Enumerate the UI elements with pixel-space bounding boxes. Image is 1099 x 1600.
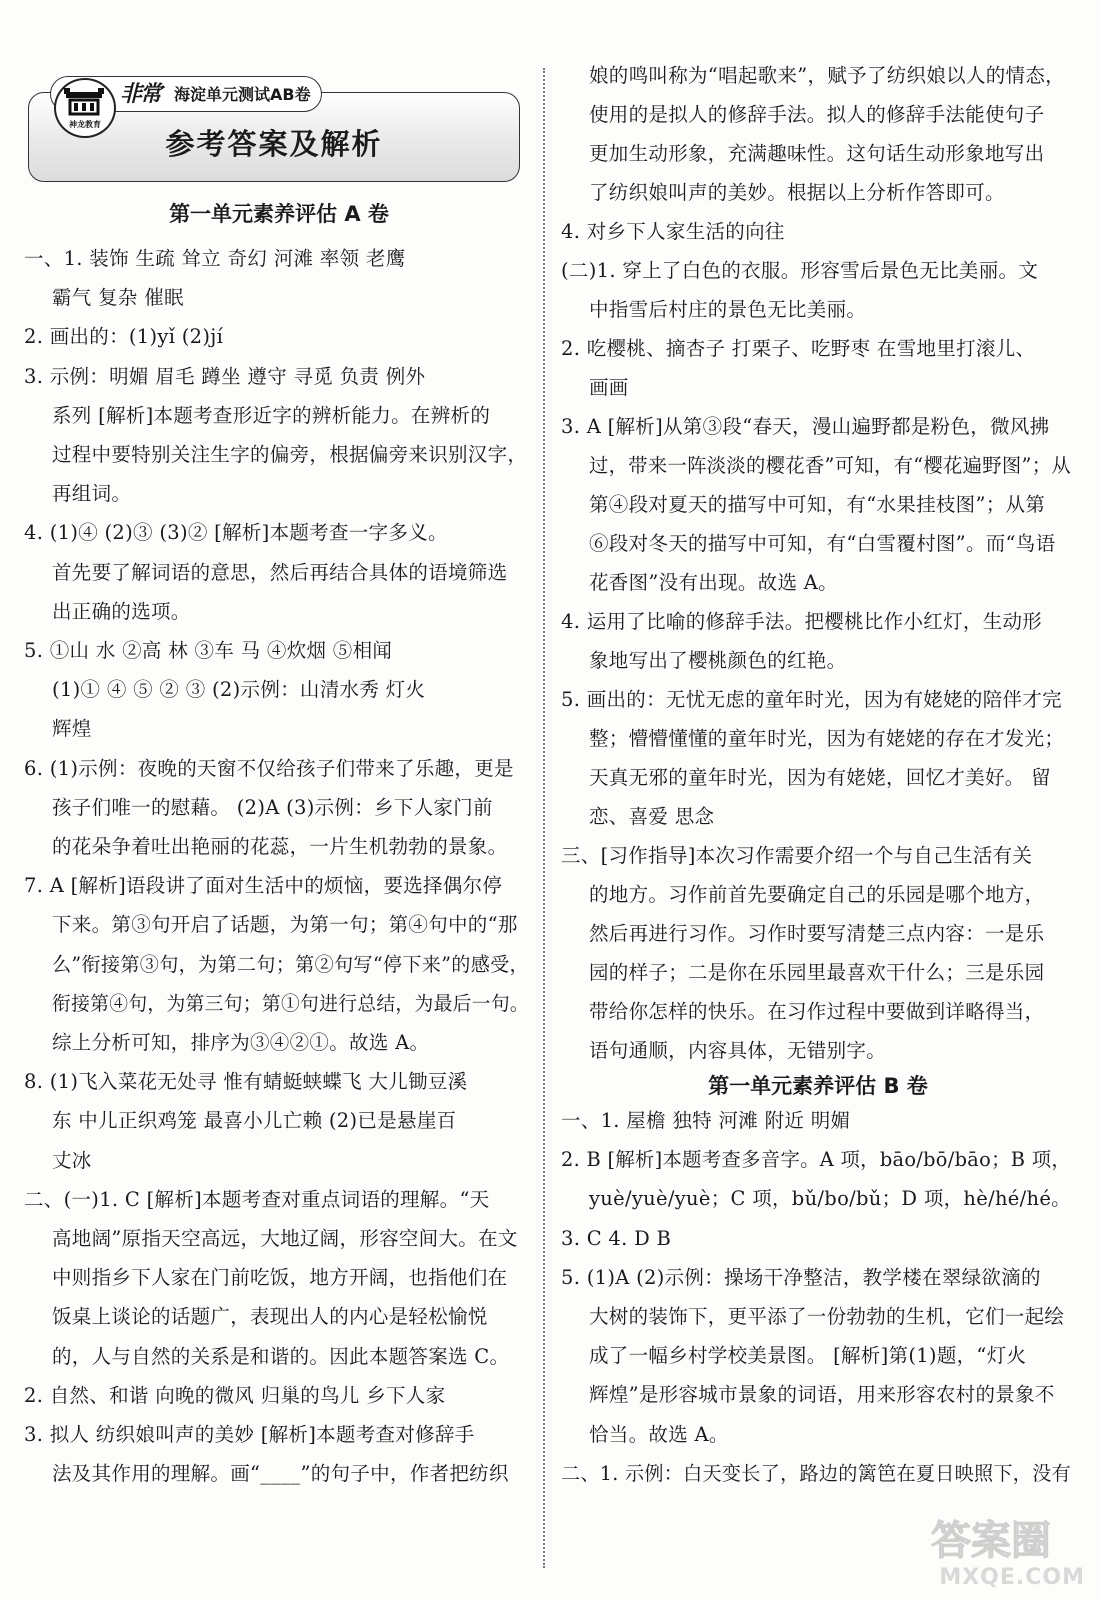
answer-line: 带给你怎样的快乐。在习作过程中要做到详略得当， [589, 1000, 1045, 1023]
answer-line: 一、1. 屋檐 独特 河滩 附近 明媚 [561, 1109, 851, 1132]
answer-line: 系列 [解析]本题考查形近字的辨析能力。在辨析的 [52, 403, 491, 427]
answer-line: 5. ①山 水 ②高 林 ③车 马 ④炊烟 ⑤相闻 [24, 639, 393, 662]
answer-line: 2. 画出的：(1)yǐ (2)jí [24, 325, 224, 349]
answer-line: 再组词。 [52, 482, 132, 506]
answer-line: 大树的装饰下，更平添了一份勃勃的生机，它们一起绘 [589, 1305, 1065, 1328]
watermark [895, 1512, 1085, 1590]
section-title-b: 第一单元素养评估 B 卷 [708, 1074, 928, 1098]
answer-line: 6. (1)示例：夜晚的天窗不仅给孩子们带来了乐趣，更是 [24, 756, 514, 780]
answer-line: 的地方。习作前首先要确定自己的乐园是哪个地方， [589, 883, 1045, 906]
answer-line: 综上分析可知，排序为③④②①。故选 A。 [52, 1031, 430, 1054]
header-banner [28, 74, 520, 182]
answer-line: 7. A [解析]语段讲了面对生活中的烦恼，要选择偶尔停 [24, 874, 503, 898]
column-divider [543, 68, 545, 1568]
answer-line: 首先要了解词语的意思，然后再结合具体的语境筛选 [52, 560, 508, 584]
answer-line: 出正确的选项。 [52, 599, 191, 623]
page-title: 参考答案及解析 [165, 127, 383, 161]
answer-line: 园的样子；二是你在乐园里最喜欢干什么；三是乐园 [589, 961, 1045, 984]
brand-name: 非常 [120, 81, 161, 107]
answer-line: 高地阔”原指天空高远，大地辽阔，形容空间大。在文 [52, 1227, 518, 1250]
answer-line: 丈冰 [52, 1148, 92, 1172]
answer-line: 4. (1)④ (2)③ (3)② [解析]本题考查一字多义。 [24, 521, 448, 545]
answer-line: 过，带来一阵淡淡的樱花香”可知，有“樱花遍野图”；从 [589, 454, 1071, 477]
answer-line: 恋、喜爱 思念 [589, 805, 715, 828]
answer-line: 的花朵争着吐出艳丽的花蕊，一片生机勃勃的景象。 [52, 835, 508, 858]
logo-caption: 神龙教育 [69, 120, 101, 129]
answer-line: 过程中要特别关注生字的偏旁，根据偏旁来识别汉字， [52, 443, 528, 466]
answer-line: 2. 吃樱桃、摘杏子 打栗子、吃野枣 在雪地里打滚儿、 [561, 337, 1036, 360]
answer-line: yuè/yuè/yuè；C 项，bǔ/bo/bǔ；D 项，hè/hé/hé。 [589, 1187, 1071, 1211]
answer-line: 更加生动形象，充满趣味性。这句话生动形象地写出 [589, 142, 1045, 165]
answer-line: 法及其作用的理解。画“____”的句子中，作者把纺织 [52, 1462, 509, 1486]
answer-line: 3. 拟人 纺织娘叫声的美妙 [解析]本题考查对修辞手 [24, 1423, 475, 1446]
answer-line: 中指雪后村庄的景色无比美丽。 [589, 298, 867, 321]
answer-line: 三、[习作指导]本次习作需要介绍一个与自己生活有关 [561, 844, 1033, 867]
answer-line: 4. 运用了比喻的修辞手法。把樱桃比作小红灯，生动形 [561, 610, 1043, 633]
answer-line: (二)1. 穿上了白色的衣服。形容雪后景色无比美丽。文 [561, 259, 1039, 282]
answer-line: 东 中儿正织鸡笼 最喜小儿亡赖 (2)已是悬崖百 [52, 1109, 457, 1133]
answer-line: 天真无邪的童年时光，因为有姥姥，回忆才美好。 留 [589, 766, 1051, 789]
answer-line: 象地写出了樱桃颜色的红艳。 [589, 649, 847, 672]
answer-line: 5. 画出的：无忧无虑的童年时光，因为有姥姥的陪伴才完 [561, 688, 1062, 711]
answer-line: 的，人与自然的关系是和谐的。因此本题答案选 C。 [52, 1344, 510, 1368]
answer-line: 3. C 4. D B [561, 1226, 672, 1250]
answer-line: 二、(一)1. C [解析]本题考查对重点词语的理解。“天 [24, 1187, 490, 1211]
answer-line: 成了一幅乡村学校美景图。 [解析]第(1)题，“灯火 [589, 1344, 1027, 1368]
answer-line: 第④段对夏天的描写中可知，有“水果挂枝图”；从第 [589, 493, 1046, 516]
section-title-a: 第一单元素养评估 A 卷 [169, 202, 389, 226]
answer-line: 花香图”没有出现。故选 A。 [589, 571, 838, 594]
answer-line: 娘的鸣叫称为“唱起歌来”，赋予了纺织娘以人的情态， [589, 64, 1065, 87]
answer-line: 整；懵懵懂懂的童年时光，因为有姥姥的存在才发光； [589, 727, 1065, 750]
answer-line: 使用的是拟人的修辞手法。拟人的修辞手法能使句子 [589, 103, 1045, 126]
answer-line: 二、1. 示例：白天变长了，路边的篱笆在夏日映照下，没有 [561, 1461, 1071, 1485]
answer-line: 辉煌”是形容城市景象的词语，用来形容农村的景象不 [589, 1383, 1055, 1407]
answer-line: 么”衔接第③句，为第二句；第②句写“停下来”的感受， [52, 952, 529, 976]
answer-line: 衔接第④句，为第三句；第①句进行总结，为最后一句。 [52, 991, 529, 1015]
watermark-url: MXQE.COM [939, 1565, 1085, 1590]
answer-line: 2. B [解析]本题考查多音字。A 项，bāo/bō/bāo；B 项， [561, 1148, 1072, 1172]
watermark-logo: 答案圈 [931, 1518, 1051, 1564]
answer-line: ⑥段对冬天的描写中可知，有“白雪覆村图”。而“鸟语 [589, 532, 1056, 555]
answer-line: 3. A [解析]从第③段“春天，漫山遍野都是粉色，微风拂 [561, 415, 1050, 438]
answer-line: 恰当。故选 A。 [589, 1422, 729, 1446]
answer-line: 饭桌上谈论的话题广，表现出人的内心是轻松愉悦 [52, 1305, 488, 1329]
answer-line: 了纺织娘叫声的美妙。根据以上分析作答即可。 [589, 181, 1005, 204]
answer-line: 孩子们唯一的慰藉。 (2)A (3)示例：乡下人家门前 [52, 795, 493, 819]
answer-line: 中则指乡下人家在门前吃饭，地方开阔，也指他们在 [52, 1266, 508, 1290]
answer-line: 然后再进行习作。习作时要写清楚三点内容：一是乐 [589, 922, 1045, 945]
answer-line: 下来。第③句开启了话题，为第一句；第④句中的“那 [52, 913, 518, 937]
series-name: 海淀单元测试AB卷 [174, 85, 311, 104]
answer-line: 2. 自然、和谐 向晚的微风 归巢的鸟儿 乡下人家 [24, 1383, 446, 1407]
answer-line: 辉煌 [52, 717, 92, 741]
answer-line: (1)① ④ ⑤ ② ③ (2)示例：山清水秀 灯火 [52, 678, 426, 702]
answer-line: 4. 对乡下人家生活的向往 [561, 220, 785, 243]
answer-line: 霸气 复杂 催眠 [52, 286, 184, 310]
answer-line: 3. 示例：明媚 眉毛 蹲坐 遵守 寻觅 负责 例外 [24, 364, 426, 388]
answer-line: 8. (1)飞入菜花无处寻 惟有蜻蜓蛱蝶飞 大儿锄豆溪 [24, 1070, 468, 1094]
answer-line: 5. (1)A (2)示例：操场干净整洁，教学楼在翠绿欲滴的 [561, 1265, 1041, 1289]
answer-line: 语句通顺，内容具体，无错别字。 [589, 1039, 887, 1062]
answer-line: 一、1. 装饰 生疏 耸立 奇幻 河滩 率领 老鹰 [24, 247, 406, 270]
answer-line: 画画 [589, 376, 629, 399]
